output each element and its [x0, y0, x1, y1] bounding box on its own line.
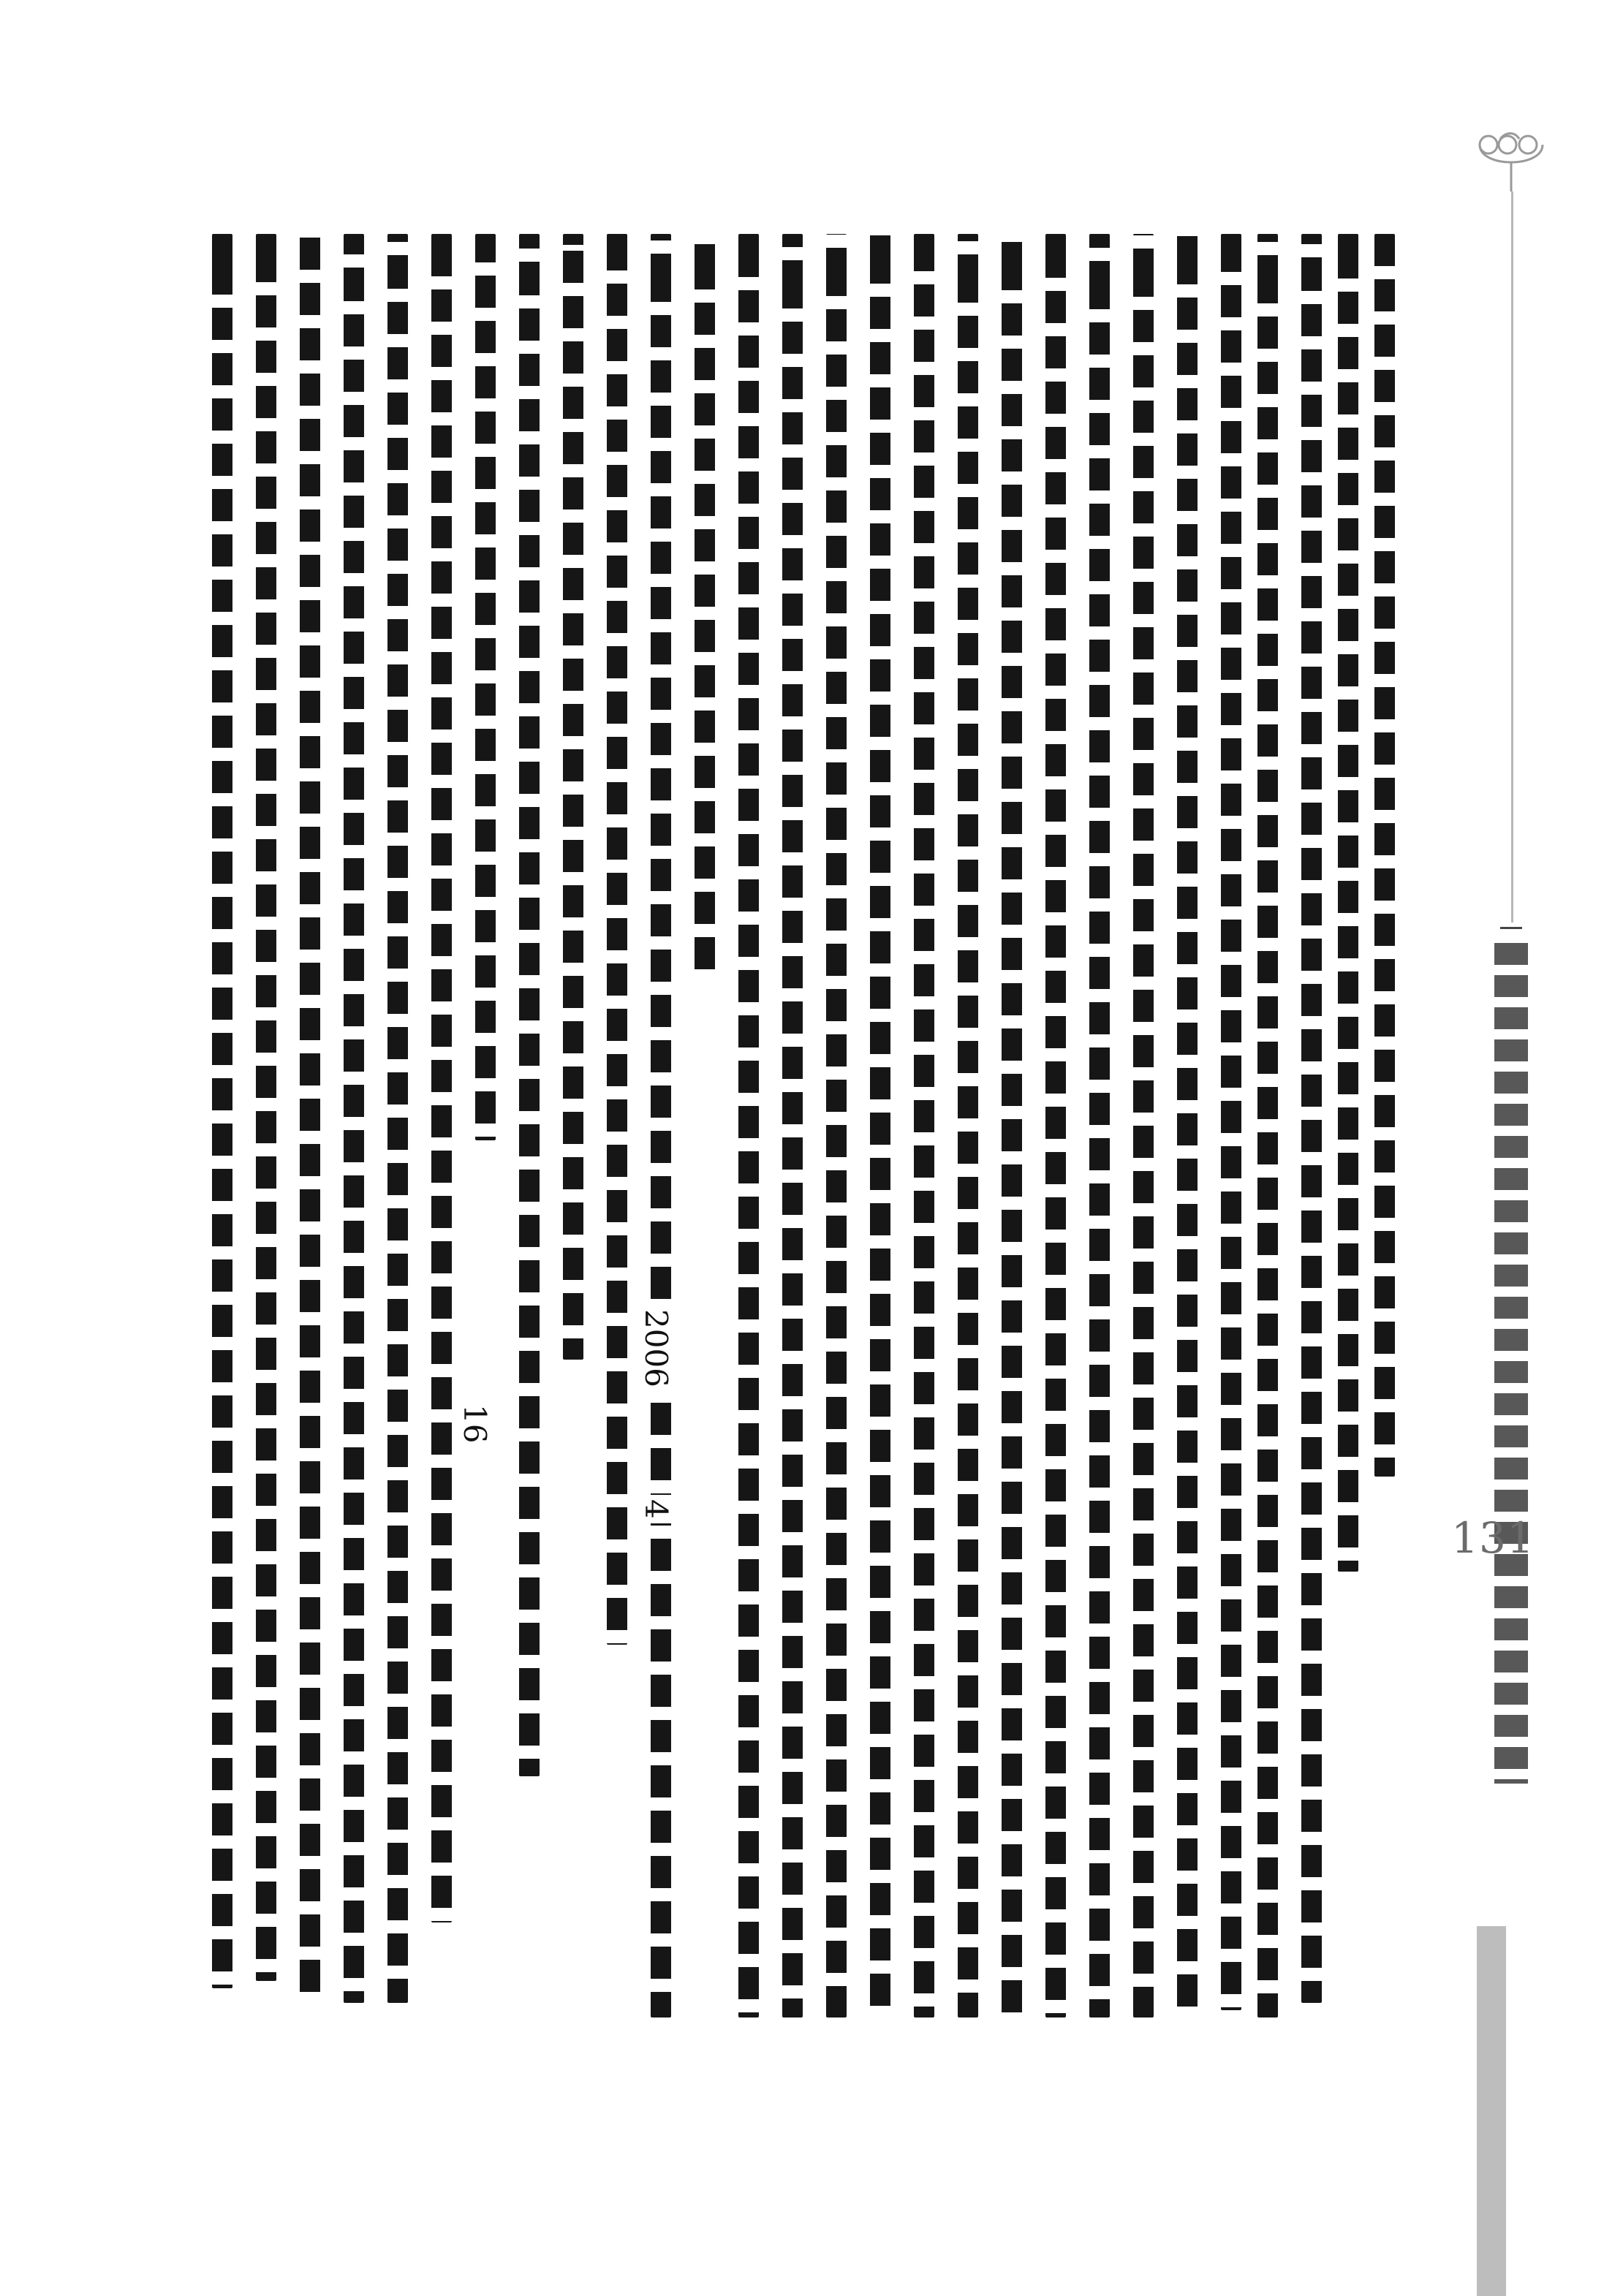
text-column	[1177, 234, 1198, 2017]
running-head-title	[1494, 943, 1528, 1784]
text-column	[826, 234, 847, 2017]
running-head-ornament-icon	[1471, 124, 1551, 194]
text-column	[870, 234, 890, 2017]
text-column	[1338, 234, 1358, 1572]
running-head-dash	[1500, 927, 1522, 929]
text-column	[344, 234, 364, 2003]
text-column	[651, 234, 671, 2017]
text-column	[607, 234, 627, 1645]
text-column	[695, 234, 715, 972]
running-head-rule	[1511, 192, 1513, 922]
text-column	[914, 234, 934, 2017]
text-column	[212, 234, 232, 1988]
text-column	[300, 234, 320, 1996]
text-column	[782, 234, 803, 2017]
text-column	[1089, 234, 1110, 2017]
text-column	[475, 234, 496, 1140]
text-column	[563, 234, 583, 1360]
count-number: 16	[459, 1400, 490, 1447]
text-column	[1133, 234, 1154, 2017]
text-column	[431, 234, 452, 1922]
page-number: 131	[1451, 1513, 1535, 1563]
text-column	[1002, 234, 1022, 2017]
text-column	[1374, 234, 1395, 1477]
year-number: 2006	[640, 1305, 671, 1392]
thumb-tab	[1477, 1926, 1506, 2296]
text-column	[387, 234, 408, 2003]
date-number: 4	[640, 1495, 671, 1523]
text-column	[1257, 234, 1278, 2017]
text-column	[1301, 234, 1322, 2003]
text-column	[738, 234, 759, 2017]
text-column	[958, 234, 978, 2017]
text-column	[1045, 234, 1066, 2017]
text-column	[256, 234, 276, 1981]
text-column	[1221, 234, 1241, 2010]
text-column	[519, 234, 540, 1776]
